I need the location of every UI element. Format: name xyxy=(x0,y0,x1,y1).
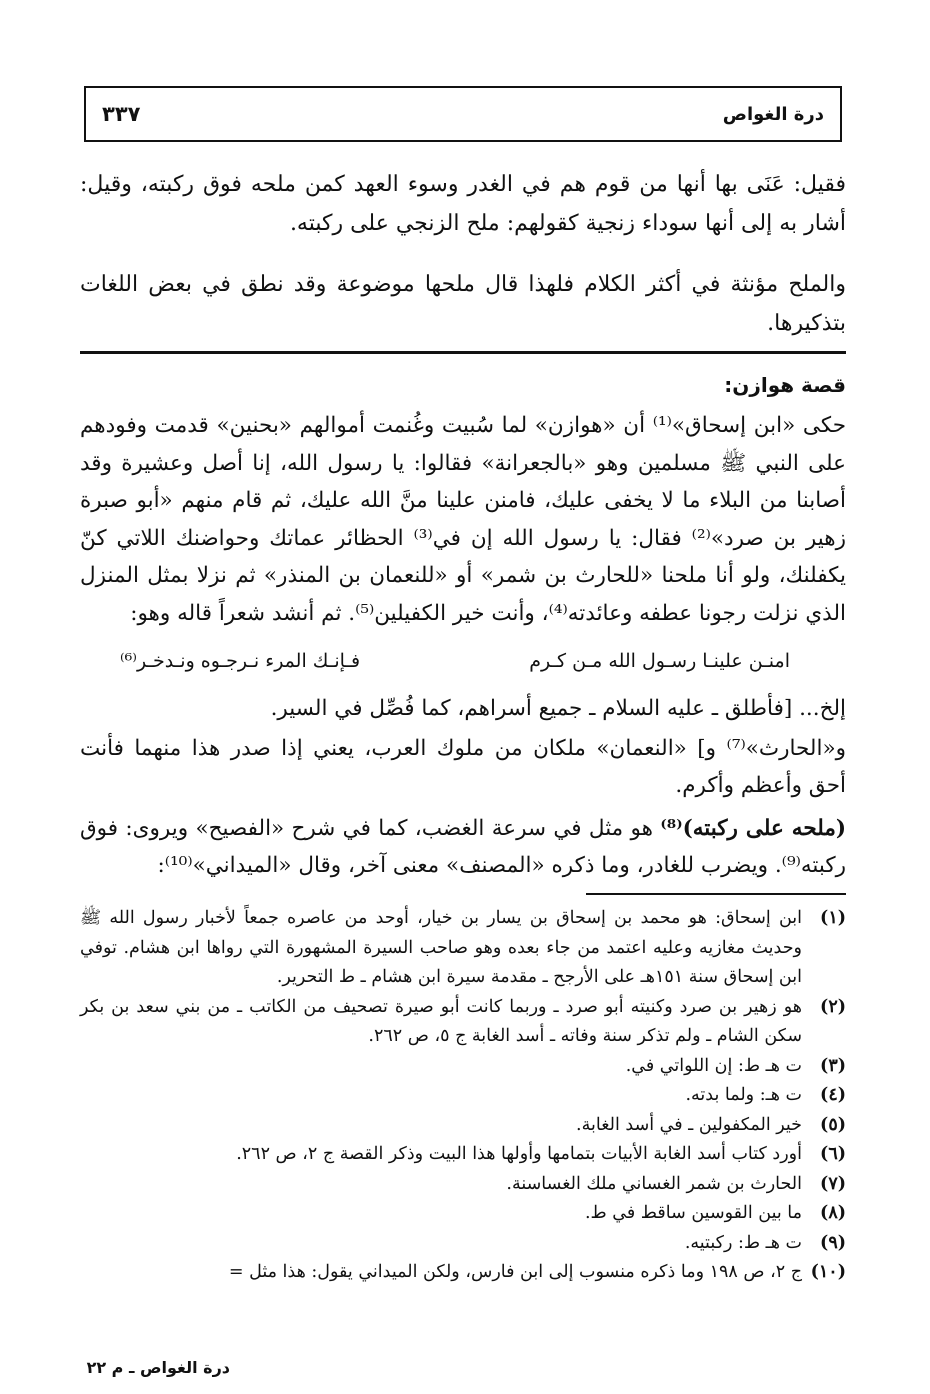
paragraph-6-text: هو مثل في سرعة الغضب، كما في شرح «الفصيح» ويروى: فوق ركبته⁽⁹⁾. ويضرب للغادر، وما ذكره «المصنف» معنى آخر، وقال «الميداني»⁽¹⁰⁾: xyxy=(80,816,846,878)
footnote-number: (١٠) xyxy=(810,1262,846,1282)
footnote-item xyxy=(80,1140,846,1170)
page-header xyxy=(84,86,842,142)
footnote-number: (٣) xyxy=(820,1055,846,1076)
footnote-item xyxy=(80,1052,846,1082)
footnote-divider xyxy=(586,893,846,895)
paragraph-6 xyxy=(80,810,846,884)
paragraph-2: والملح مؤنثة في أكثر الكلام فلهذا قال ملحها موضوعة وقد نطق في بعض اللغات بتذكيرها. xyxy=(80,272,846,336)
paragraph-1: فقيل: عَنَى بها أنها من قوم هم في الغدر وسوء العهد كمن ملحه فوق ركبته، وقيل: أشار به إلى أنها سوداء زنجية كقولهم: ملح الزنجي على ركبته. xyxy=(80,172,846,236)
footnotes xyxy=(80,904,846,1288)
footnote-text: ج ٢، ص ١٩٨ وما ذكره منسوب إلى ابن فارس، ولكن الميداني يقول: هذا مثل = xyxy=(228,1262,802,1282)
section-divider xyxy=(80,351,846,354)
paragraph-5: و«الحارث»⁽⁷⁾ و] «النعمان» ملكان من ملوك العرب، يعني إذا صدر هذا منهما فأنت أحق وأعظم وأكرم. xyxy=(80,736,846,798)
footnote-number: (١) xyxy=(820,908,846,928)
section-heading: قصة هوازن: xyxy=(724,373,846,397)
running-title: درة الغواص xyxy=(722,103,824,125)
signature-mark: درة الغواص ـ م ٢٢ xyxy=(86,1358,230,1377)
footnote-item xyxy=(80,1229,846,1259)
paragraph-4: إلخ... [فأطلق ـ عليه السلام ـ جميع أسراهم، كما فُصِّل في السير. xyxy=(270,696,846,721)
footnote-text: الحارث بن شمر الغساني ملك الغساسنة. xyxy=(506,1173,802,1194)
footnote-text: هو زهير بن صرد وكنيته أبو صرد ـ وربما كانت أبو صيرة تصحيف من الكاتب ـ من بني سعد بن بكر سكن الشام ـ ولم تذكر سنة وفاته ـ أسد الغابة ج ٥، ص ٢٦٢. xyxy=(80,996,802,1046)
footnote-number: (٤) xyxy=(820,1085,846,1105)
footnote-item xyxy=(80,1199,846,1229)
footnote-text: ت هـ: ولما بدته. xyxy=(685,1085,802,1105)
footnote-item xyxy=(80,904,846,993)
footnote-item xyxy=(80,993,846,1052)
verse-second-hemistich: فـإنـك المرء نـرجـوه ونـدخـر⁽⁶⁾ xyxy=(120,650,361,672)
paragraph-3: حكى «ابن إسحاق»⁽¹⁾ أن «هوازن» لما سُبيت وغُنمت أموالهم «بحنين» قدمت وفودهم على النبي ﷺ مسلمين وهو «بالجعرانة» فقالوا: يا رسول الله، إنا أصل وعشيرة وقد أصابنا من البلاء ما لا يخفى عليك، فامنن علينا منَّ الله عليك، ثم قام منهم «أبو صبرة زهير بن صرد»⁽²⁾ فقال: يا رسول الله إن في⁽³⁾ الحظائر عماتك وحواضنك اللاتي كنّ يكفلنك، ولو أنا ملحنا «للحارث بن شمر» أو «للنعمان بن المنذر» ثم نزلا بمثل المنزل الذي نزلت رجونا عطفه وعائدته⁽⁴⁾، وأنت خير الكفيلين⁽⁵⁾. ثم أنشد شعراً قاله وهو: xyxy=(80,413,846,626)
footnote-text: خير المكفولين ـ في أسد الغابة. xyxy=(576,1114,802,1135)
footnote-number: (٦) xyxy=(820,1144,846,1164)
footnote-item xyxy=(80,1170,846,1200)
footnote-item xyxy=(80,1081,846,1111)
footnote-text: ابن إسحاق: هو محمد بن إسحاق بن يسار بن خيار، أوحد من عاصره جمعاً لأخبار رسول الله ﷺ وحديث مغازيه وعليه اعتمد من جاء بعده وهو صاحب السيرة المشهورة التي رواها ابن هشام. توفي ابن إسحاق سنة ١٥١هـ على الأرجح ـ مقدمة سيرة ابن هشام ـ ط التحرير. xyxy=(80,908,802,987)
footnote-text: أورد كتاب أسد الغابة الأبيات بتمامها وأولها هذا البيت وذكر القصة ج ٢، ص ٢٦٢. xyxy=(236,1144,802,1164)
footnote-number: (٧) xyxy=(820,1173,846,1194)
footnote-number: (٨) xyxy=(820,1203,846,1223)
verse-first-hemistich: امنـن علينـا رسـول الله مـن كـرم xyxy=(529,650,790,672)
footnote-number: (٩) xyxy=(820,1232,846,1253)
footnote-text: ت هـ ط: ركبتيه. xyxy=(684,1232,802,1253)
footnote-text: ما بين القوسين ساقط في ط. xyxy=(584,1203,802,1223)
page-number: ٣٣٧ xyxy=(102,102,141,126)
footnote-number: (٢) xyxy=(820,996,846,1017)
footnote-item xyxy=(80,1111,846,1141)
proverb-phrase: (ملحه على ركبته)⁽⁸⁾ xyxy=(660,816,847,841)
footnote-number: (٥) xyxy=(820,1114,846,1135)
footnote-text: ت هـ ط: إن اللواتي في. xyxy=(625,1055,802,1076)
poem-verse xyxy=(120,646,790,676)
footnote-item xyxy=(80,1258,846,1288)
